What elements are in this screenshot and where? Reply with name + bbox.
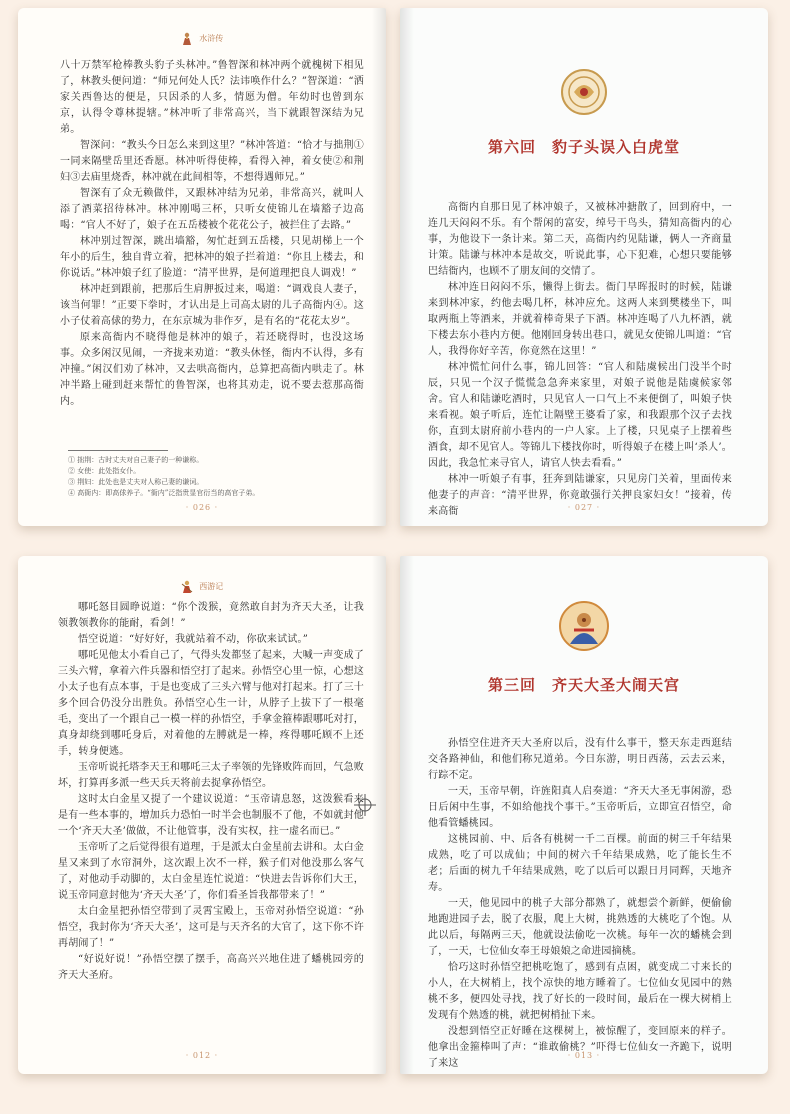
paragraph: 这时太白金星又提了一个建议说道：“玉帝请息怒，这泼猴看来是有一些本事的，增加兵力恐怕一时半会也制服不了他，不如就封他一个‘齐天大圣’做做，不让他管事，没有实权，拄一虚名而已。” [58,794,364,837]
footnote: ① 拙荆：古时丈夫对自己妻子的一种谦称。 [68,456,204,464]
paragraph: 哪吒怒目圆睁说道：“你个泼猴，竟然敢自封为齐天大圣，让我领教领教你的能耐，看剑！” [58,602,364,629]
book-title-header: 水浒传 [199,34,224,43]
footnote: ③ 荆妇：此处也是丈夫对人称己妻的谦词。 [68,478,204,486]
paragraph: 智深有了众无赖做伴，又跟林冲结为兄弟，非常高兴，就叫人添了酒菜招待林冲。林冲刚喝三杯，只听女使锦儿在墙豁子边高喝：“官人不好了，娘子在五岳楼被个花花公子，被拦住了去路。” [60,188,364,231]
paragraph: 这桃园前、中、后各有桃树一千二百棵。前面的树三千年结果成熟，吃了可以成仙；中间的树六千年结果成熟，吃了能长生不老；后面的树九千年结果成熟，吃了以后可以跟日月同辉，天地齐寿。 [428,834,732,893]
footnote: ② 女使：此处指女仆。 [68,467,141,475]
page-number: · 027 · [567,503,601,512]
page-spine-shadow [372,8,386,526]
paragraph: 恰巧这时孙悟空把桃吃饱了，感到有点困，就变成二寸来长的小人，在大树梢上，找个凉快的地方睡着了。七位仙女见园中的熟桃不多，便四处寻找，找了好长的一段时间，最后在一棵大树梢上发现有个熟透的桃，就把树梢扯下来。 [428,962,732,1021]
paragraph: 孙悟空住进齐天大圣府以后，没有什么事干，整天东走西逛结交各路神仙，和他们称兄道弟。今日东游，明日西荡，云去云来，行踪不定。 [428,738,732,781]
page-spine-shadow [400,556,414,1074]
paragraph: 一天，玉帝早朝，许旌阳真人启奏道：“齐天大圣无事闲游，恐日后闲中生事，不如给他找个事干。”玉帝听后，立即宣召悟空，命他看管蟠桃园。 [428,786,732,829]
page-body-text [60,58,364,410]
paragraph: 林冲一听娘子有事，狂奔到陆谦家，只见房门关着，里面传来他妻子的声音：“清平世界，你竟敢强行关押良家妇女！”接着，传来高衙 [428,474,732,517]
running-header [18,580,386,594]
running-header [18,32,386,46]
seal-emblem-icon [560,68,608,116]
paragraph: 太白金星把孙悟空带到了灵霄宝殿上，玉帝对孙悟空说道：“孙悟空，我封你为‘齐天大圣’，这可是与天齐名的大官了，这下你不许再胡闹了！” [58,906,364,949]
paragraph: 林冲慌忙问什么事，锦儿回答：“官人和陆虞候出门没半个时辰，只见一个汉子慌慌急急奔来家里，对娘子说他是陆虞候家邻舍。官人和陆谦吃酒时，只见官人一口气上不来便倒了，叫娘子快来看视。娘子听后，连忙让隔壁王婆看了家，和我跟那个汉子去找你，直到太尉府前小巷内的一户人家。上了楼，只见桌子上摆着些酒食，却不见官人。等锦儿下楼找你时，听得娘子在楼上叫‘杀人’。因此，我急忙来寻官人，请官人快去看看。” [428,362,732,469]
page-number: · 026 · [185,503,219,512]
book-title-header: 西游记 [199,582,224,591]
page-body-text [58,600,364,984]
crosshair-icon [354,794,376,816]
book-page-027 [400,8,768,526]
paragraph: 八十万禁军枪棒教头豹子头林冲。”鲁智深和林冲两个就槐树下相见了，林教头便问道：“师兄何处人氏？法讳唤作什么？”智深道：“洒家关西鲁达的便是，只因杀的人多，情愿为僧。年幼时也曾到东京，认得令尊林提辖。”林冲听了非常高兴，当下就跟智深结为兄弟。 [60,60,364,135]
paragraph: “好说好说！”孙悟空摆了摆手，高高兴兴地住进了蟠桃园旁的齐天大圣府。 [58,954,364,981]
footnotes [68,450,356,499]
paragraph: 林冲赶到跟前，把那后生肩胛扳过来，喝道：“调戏良人妻子，该当何罪！”正要下拳时，才认出是上司高太尉的儿子高衙内④。这小子仗着高俅的势力，在东京城为非作歹，是有名的“花花太岁”。 [60,284,364,327]
paragraph: 一天，他见园中的桃子大部分都熟了，就想尝个新鲜，便偷偷地跑进园子去，脱了衣服，爬上大树，挑熟透的大桃吃了个饱。从此以后，每隔两三天，他就设法偷吃一次桃。每年一次的蟠桃会到了，一天，七位仙女奉王母娘娘之命进园摘桃。 [428,898,732,957]
book-page-012 [18,556,386,1074]
paragraph: 悟空说道：“好好好，我就站着不动，你砍来试试。” [78,634,309,645]
paragraph: 玉帝听了之后觉得很有道理，于是派太白金星前去讲和。太白金星又来到了水帘洞外，这次跟上次不一样，猴子们对他没那么客气了，对他动手动脚的，太白金星连忙说道：“快进去告诉你们大王，说玉帝同意封他为‘齐天大圣’了，你们看圣旨我都带来了！” [58,842,364,901]
chapter-title: 第六回 豹子头误入白虎堂 [487,138,680,156]
lin-chong-figure-icon [181,32,193,46]
paragraph: 哪吒见他太小看自己了，气得头发都竖了起来，大喊一声变成了三头六臂，拿着六件兵器和悟空打了起来。孙悟空心里一惊，心想这小太子也有点本事，于是也变成了三头六臂与他对打起来。打了三十多个回合仍没分出胜负。孙悟空心生一计，从脖子上拔下了一根毫毛，变出了一个跟自己一模一样的孙悟空，手拿金箍棒跟哪吒对打，真身却绕到哪吒身后，对着他的左膊就是一棒，疼得哪吒顾不上还手，转身便逃。 [58,650,364,757]
paragraph: 智深问：“教头今日怎么来到这里？”林冲答道：“恰才与拙荆①一同来隔壁岳里还香愿。林冲听得使棒，看得入神，着女使②和荆妇③去庙里烧香，林冲就在此间相等，不想得遇师兄。” [60,140,364,183]
page-spine-shadow [400,8,414,526]
page-number: · 013 · [567,1051,601,1060]
monkey-king-emblem-icon [558,600,610,652]
paragraph: 没想到悟空正好睡在这棵树上，被惊醒了，变回原来的样子。他拿出金箍棒叫了声：“谁敢偷桃？”吓得七位仙女一齐跪下，说明了来这 [428,1026,732,1069]
chapter-title: 第三回 齐天大圣大闹天宫 [487,676,680,694]
book-page-013 [400,556,768,1074]
paragraph: 林冲连日闷闷不乐，懒得上街去。衙门早晖报时的时候，陆谦来到林冲家，约他去喝几杯，林冲应允。这两人来到樊楼坐下，叫取两瓶上等酒来，并就着棒奇果子下酒。林冲连喝了八九杯酒，就下楼去东小巷内方便。他刚回身转出巷口，就见女使锦儿叫道：“官人，我得你好辛苦，你竟然在这里！” [428,282,732,357]
paragraph: 原来高衙内不晓得他是林冲的娘子，若还晓得时，也没这场事。众多闲汉见闹，一齐拢来劝道：“教头休怪，衙内不认得，多有冲撞。”闲汉们劝了林冲，又去哄高衙内，总算把高衙内哄走了。林冲半路上碰到赶来帮忙的鲁智深，也将其劝走，说不要去惹那高衙内。 [60,332,364,407]
page-body-text [428,200,732,520]
paragraph: 高衙内自那日见了林冲娘子，又被林冲搪散了，回到府中，一连几天闷闷不乐。有个帮闲的富安，绰号干鸟头，猜知高衙内的心事，为他设下一条计来。第二天，高衙内约见陆谦，俩人一齐商量计策。陆谦与林冲本是故交，听说此事，心下犯难，心想只要能够巴结衙内，也顾不了朋友间的交情了。 [428,202,732,277]
sun-wukong-figure-icon [181,580,193,594]
footnote-rule [68,450,168,451]
paragraph: 玉帝听说托塔李天王和哪吒三太子率领的先锋败阵而回，气急败坏，打算再多派一些天兵天将前去捉拿孙悟空。 [58,762,364,789]
book-page-026 [18,8,386,526]
paragraph: 林冲别过智深，跳出墙豁，匆忙赶到五岳楼，只见胡梯上一个年小的后生，独自背立着，把林冲的娘子拦着道：“你且上楼去，和你说话。”林冲娘子红了脸道：“清平世界，是何道理把良人调戏！” [60,236,364,279]
footnote: ④ 高衙内：即高俅养子。“衙内”泛指贵显官衍当的高官子弟。 [68,489,260,497]
page-body-text [428,736,732,1072]
page-number: · 012 · [185,1051,219,1060]
